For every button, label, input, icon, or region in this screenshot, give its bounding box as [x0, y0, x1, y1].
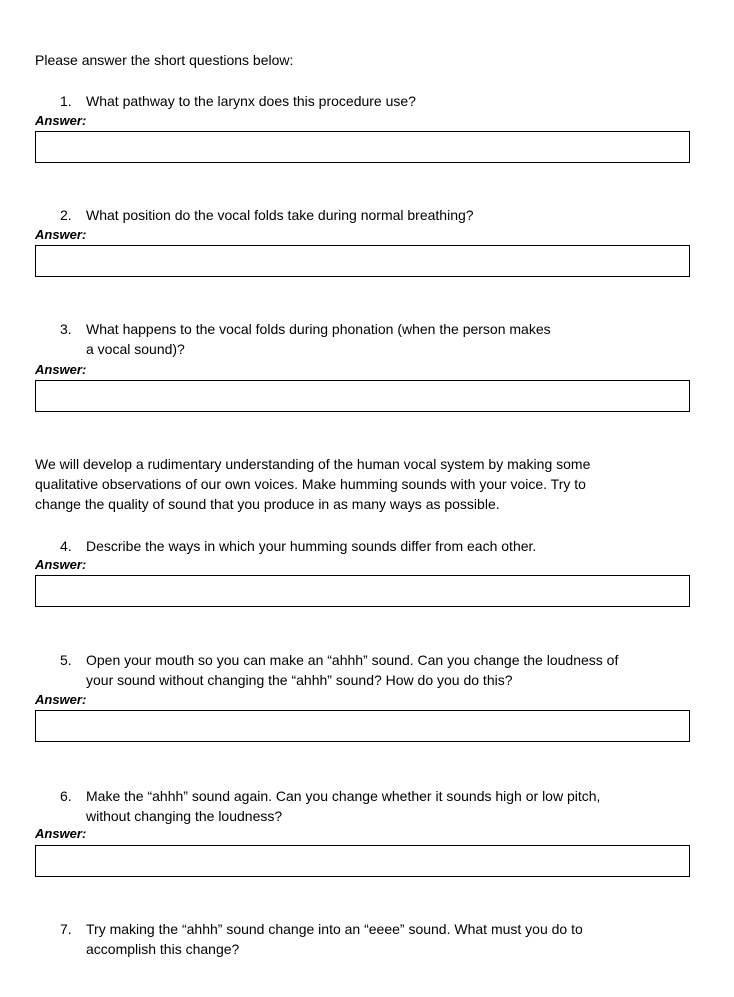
question-number: 2.: [60, 207, 72, 223]
question-text: your sound without changing the “ahhh” sound? How do you do this?: [86, 672, 513, 688]
answer-box-4[interactable]: [35, 575, 690, 607]
answer-box-1[interactable]: [35, 131, 690, 163]
question-number: 1.: [60, 93, 72, 109]
question-number: 4.: [60, 538, 72, 554]
answer-label: Answer:: [35, 362, 87, 377]
answer-label: Answer:: [35, 692, 87, 707]
question-text: without changing the loudness?: [86, 808, 283, 824]
question-number: 5.: [60, 652, 72, 668]
question-text: a vocal sound)?: [86, 341, 185, 357]
answer-label: Answer:: [35, 826, 87, 841]
paragraph-line: We will develop a rudimentary understanding of the human vocal system by making some: [35, 456, 591, 472]
answer-box-2[interactable]: [35, 245, 690, 277]
question-number: 6.: [60, 788, 72, 804]
answer-label: Answer:: [35, 557, 87, 572]
paragraph-line: change the quality of sound that you produce in as many ways as possible.: [35, 496, 500, 512]
question-text: Describe the ways in which your humming sounds differ from each other.: [86, 538, 537, 554]
answer-box-3[interactable]: [35, 380, 690, 412]
question-number: 3.: [60, 321, 72, 337]
question-text: What pathway to the larynx does this procedure use?: [86, 93, 416, 109]
question-text: What position do the vocal folds take during normal breathing?: [86, 207, 474, 223]
answer-box-5[interactable]: [35, 710, 690, 742]
question-text: Open your mouth so you can make an “ahhh” sound. Can you change the loudness of: [86, 652, 619, 668]
paragraph-line: qualitative observations of our own voices. Make humming sounds with your voice. Try to: [35, 476, 586, 492]
answer-label: Answer:: [35, 113, 87, 128]
question-text: Make the “ahhh” sound again. Can you change whether it sounds high or low pitch,: [86, 788, 601, 804]
question-text: What happens to the vocal folds during phonation (when the person makes: [86, 321, 551, 337]
intro-text: Please answer the short questions below:: [35, 52, 294, 68]
question-text: accomplish this change?: [86, 941, 240, 957]
question-text: Try making the “ahhh” sound change into an “eeee” sound. What must you do to: [86, 921, 583, 937]
answer-box-6[interactable]: [35, 845, 690, 877]
answer-label: Answer:: [35, 227, 87, 242]
question-number: 7.: [60, 921, 72, 937]
